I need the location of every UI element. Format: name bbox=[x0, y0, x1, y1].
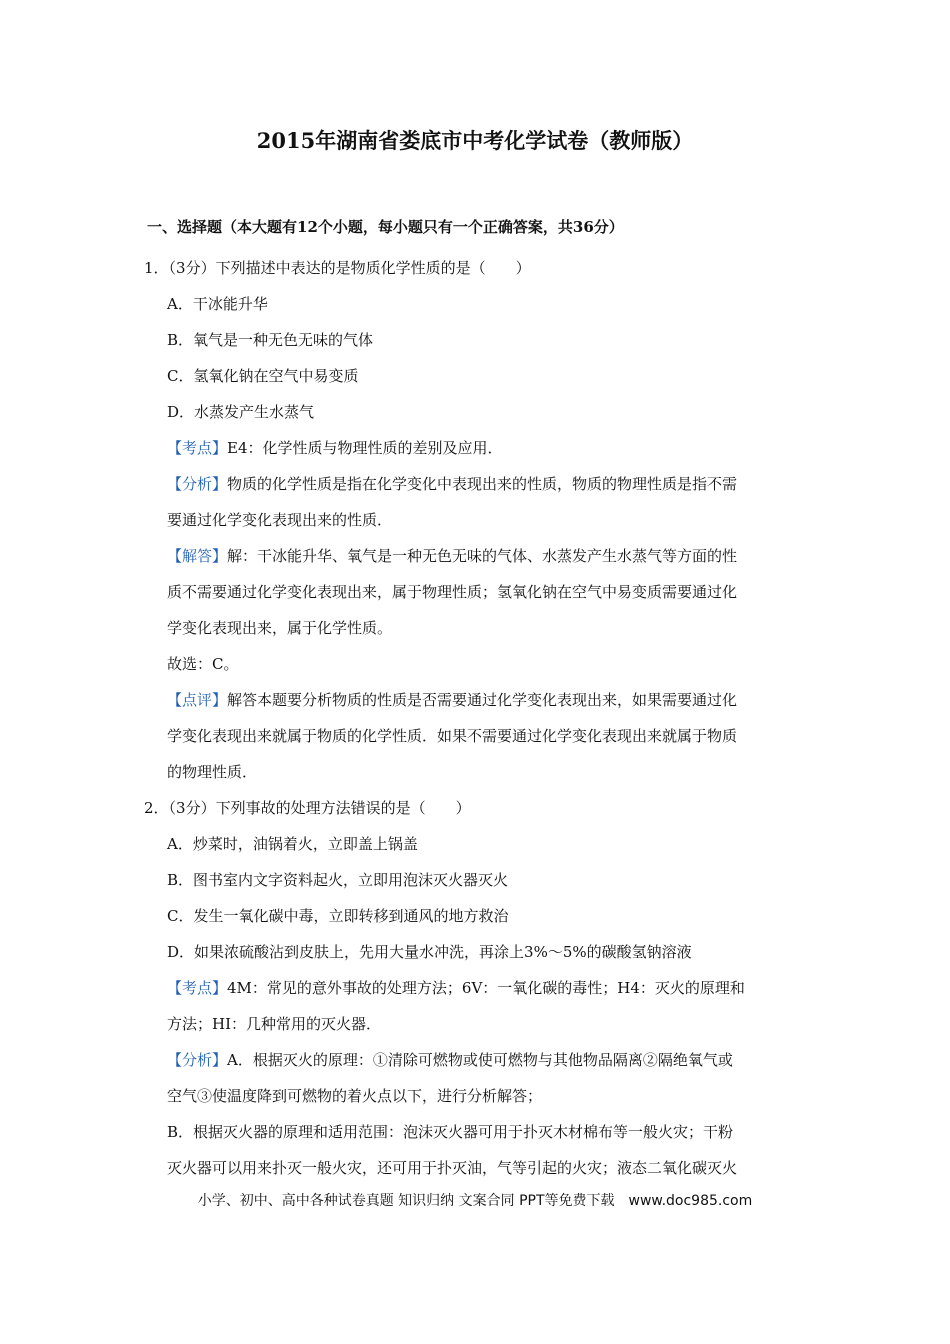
fenxi-tag: 【分析】 bbox=[167, 475, 228, 493]
question-1-jieda-cont-1: 质不需要通过化学变化表现出来，属于物理性质；氢氧化钠在空气中易变质需要通过化 bbox=[167, 583, 738, 601]
question-1-jieda-cont-2: 学变化表现出来，属于化学性质。 bbox=[167, 619, 393, 637]
dianping-tag: 【点评】 bbox=[167, 691, 228, 709]
document-body bbox=[144, 214, 819, 1186]
question-1-option-b: B．氧气是一种无色无味的气体 bbox=[167, 331, 374, 349]
section-heading: 一、选择题（本大题有12个小题，每小题只有一个正确答案，共36分） bbox=[147, 218, 624, 236]
question-1-fenxi-cont: 要通过化学变化表现出来的性质． bbox=[167, 511, 393, 529]
kaodian-text: E4：化学性质与物理性质的差别及应用． bbox=[227, 439, 503, 457]
question-1-option-c: C．氢氧化钠在空气中易变质 bbox=[167, 367, 359, 385]
question-2-fenxi-cont-1: 空气③使温度降到可燃物的着火点以下，进行分析解答； bbox=[167, 1087, 543, 1105]
kaodian-tag: 【考点】 bbox=[167, 979, 228, 997]
question-1-dianping-cont-1: 学变化表现出来就属于物质的化学性质．如果不需要通过化学变化表现出来就属于物质 bbox=[167, 727, 738, 745]
question-1-fenxi bbox=[167, 466, 819, 502]
question-2-option-c: C．发生一氧化碳中毒，立即转移到通风的地方救治 bbox=[167, 907, 509, 925]
page-title: 2015年湖南省娄底市中考化学试卷（教师版） bbox=[256, 128, 694, 153]
page-footer: 小学、初中、高中各种试卷真题 知识归纳 文案合同 PPT等免费下载 www.doc985.com bbox=[197, 1193, 753, 1209]
kaodian-tag: 【考点】 bbox=[167, 439, 228, 457]
question-1-kaodian bbox=[167, 430, 819, 466]
question-2-kaodian bbox=[167, 970, 819, 1006]
question-2-option-a: A．炒菜时，油锅着火，立即盖上锅盖 bbox=[167, 835, 418, 853]
question-1-stem: 1．（3分）下列描述中表达的是物质化学性质的是（ ） bbox=[144, 259, 531, 277]
question-1-dianping-cont-2: 的物理性质． bbox=[167, 763, 258, 781]
kaodian-text: 4M：常见的意外事故的处理方法；6V：一氧化碳的毒性；H4：灭火的原理和 bbox=[227, 979, 745, 997]
fenxi-tag: 【分析】 bbox=[167, 1051, 228, 1069]
jieda-text: 解：干冰能升华、氧气是一种无色无味的气体、水蒸发产生水蒸气等方面的性 bbox=[227, 547, 738, 565]
question-2-fenxi-cont-2: B．根据灭火器的原理和适用范围：泡沫灭火器可用于扑灭木材棉布等一般火灾；干粉 bbox=[167, 1123, 734, 1141]
question-1-answer: 故选：C。 bbox=[167, 655, 239, 673]
question-1-jieda bbox=[167, 538, 819, 574]
question-2-kaodian-cont: 方法；HI：几种常用的灭火器． bbox=[167, 1015, 382, 1033]
fenxi-text: A．根据灭火的原理：①清除可燃物或使可燃物与其他物品隔离②隔绝氧气或 bbox=[227, 1051, 733, 1069]
question-2-option-b: B．图书室内文字资料起火，立即用泡沫灭火器灭火 bbox=[167, 871, 509, 889]
question-2-stem: 2．（3分）下列事故的处理方法错误的是（ ） bbox=[144, 799, 471, 817]
question-1-option-a: A．干冰能升华 bbox=[167, 295, 268, 313]
dianping-text: 解答本题要分析物质的性质是否需要通过化学变化表现出来，如果需要通过化 bbox=[227, 691, 738, 709]
question-2-fenxi-cont-3: 灭火器可以用来扑灭一般火灾，还可用于扑灭油，气等引起的火灾；液态二氧化碳灭火 bbox=[167, 1159, 738, 1177]
question-2-fenxi bbox=[167, 1042, 819, 1078]
question-1-option-d: D．水蒸发产生水蒸气 bbox=[167, 403, 315, 421]
question-2-option-d: D．如果浓硫酸沾到皮肤上，先用大量水冲洗，再涂上3%～5%的碳酸氢钠溶液 bbox=[167, 943, 692, 961]
jieda-tag: 【解答】 bbox=[167, 547, 228, 565]
fenxi-text: 物质的化学性质是指在化学变化中表现出来的性质，物质的物理性质是指不需 bbox=[227, 475, 738, 493]
question-1-dianping bbox=[167, 682, 819, 718]
